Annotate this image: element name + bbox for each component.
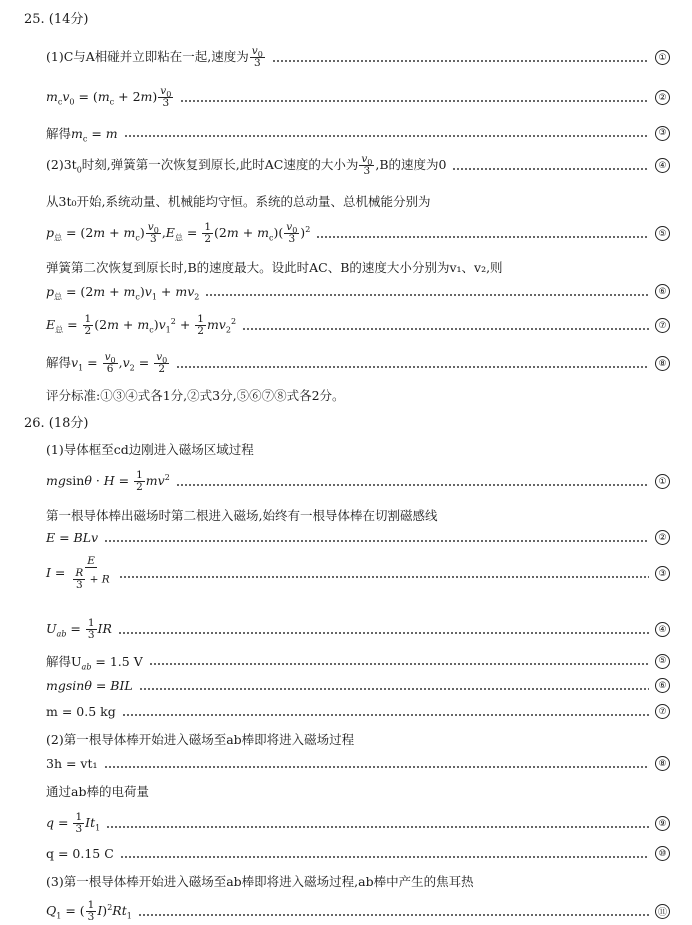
q26-text13: 通过ab棒的电荷量: [46, 784, 149, 799]
q25-eq5: $p_总 = (2m + m_c)$ $\frac{v_0}{3}$ $,E_总$ = $\frac{1}{2}$ $(2m + m_c)$( $\frac{v_0}{3}$ )$^2$ ⑤: [46, 222, 670, 245]
q26-eq7: m = 0.5 kg ⑦: [46, 704, 670, 719]
q26-eq2: E = BLv ②: [46, 530, 670, 545]
q26-title: 26. (18分): [24, 416, 89, 431]
q26-text3: 第一根导体棒出磁场时第二根进入磁场,始终有一根导体棒在切割磁感线: [46, 508, 438, 523]
circled-number: ①: [655, 474, 670, 489]
q26-eq5: 解得$U_{ab} = 1.5$ V ⑤: [46, 652, 670, 670]
q26-text16: (3)第一根导体棒开始进入磁场至ab棒即将进入磁场过程,ab棒中产生的焦耳热: [46, 874, 474, 889]
circled-number: ②: [655, 530, 670, 545]
circled-number: ⑥: [655, 678, 670, 693]
circled-number: ⑪: [655, 904, 670, 919]
q26-eq10: q = 0.15 C ⑩: [46, 846, 670, 861]
circled-number: ⑧: [655, 356, 670, 371]
q26-eq9: q = $\frac{1}{3}$ $It_1$ ⑨: [46, 812, 670, 835]
q26-text1: (1)导体框至cd边刚进入磁场区域过程: [46, 442, 254, 457]
q26-eq3: I = E $\frac{R}{3}$ + R ③: [46, 556, 670, 591]
circled-number: ④: [655, 622, 670, 637]
circled-number: ⑤: [655, 654, 670, 669]
circled-number: ⑤: [655, 226, 670, 241]
q25-text7: 弹簧第二次恢复到原长时,B的速度最大。设此时AC、B的速度大小分别为v₁、v₂,则: [46, 260, 503, 275]
q25-eq6: $p_总 = (2m + m_c)v_1 + mv_2$ ⑥: [46, 284, 670, 299]
q25-eq1: (1)C与A相碰并立即粘在一起,速度为 $\frac{v_0}{3}$ ①: [46, 46, 670, 69]
q25-eq8: 解得$v_1$ = $\frac{v_0}{6}$ $,v_2$ = $\frac{v_0}{2}$ ⑧: [46, 352, 670, 375]
q26-eq8: 3h = vt₁ ⑧: [46, 756, 670, 771]
q25-text5: 从3t₀开始,系统动量、机械能均守恒。系统的总动量、总机械能分别为: [46, 194, 431, 209]
circled-number: ①: [655, 50, 670, 65]
q25-eq4: $(2)3t_0$时刻,弹簧第一次恢复到原长,此时AC速度的大小为 $\frac{v_0}{3}$ ,B的速度为0 ④: [46, 154, 670, 177]
q25-score: 评分标准:①③④式各1分,②式3分,⑤⑥⑦⑧式各2分。: [46, 388, 345, 403]
circled-number: ⑦: [655, 318, 670, 333]
circled-number: ⑦: [655, 704, 670, 719]
q25-title: 25. (14分): [24, 12, 89, 27]
q26-eq6: mgsinθ = BIL ⑥: [46, 678, 670, 693]
q26-eq4: $U_{ab}$ = $\frac{1}{3}$ IR ④: [46, 618, 670, 641]
q25-eq7: $E_总$ = $\frac{1}{2}$ $(2m + m_c)v_1^2$ + $\frac{1}{2}$ $mv_2^2$ ⑦: [46, 314, 670, 337]
circled-number: ⑥: [655, 284, 670, 299]
q26-eq1: mgsinθ · H = $\frac{1}{2}$ $mv^2$ ①: [46, 470, 670, 493]
circled-number: ③: [655, 126, 670, 141]
circled-number: ⑩: [655, 846, 670, 861]
circled-number: ⑨: [655, 816, 670, 831]
q26-text11: (2)第一根导体棒开始进入磁场至ab棒即将进入磁场过程: [46, 732, 355, 747]
q26-eq11: $Q_1$ = ( $\frac{1}{3}$ $I)^2Rt_1$ ⑪: [46, 900, 670, 923]
circled-number: ④: [655, 158, 670, 173]
q25-eq2: $m_cv_0 = (m_c + 2m)$ $\frac{v_0}{3}$ ②: [46, 86, 670, 109]
q25-eq3: 解得$m_c = m$ ③: [46, 124, 670, 142]
circled-number: ⑧: [655, 756, 670, 771]
circled-number: ②: [655, 90, 670, 105]
circled-number: ③: [655, 566, 670, 581]
